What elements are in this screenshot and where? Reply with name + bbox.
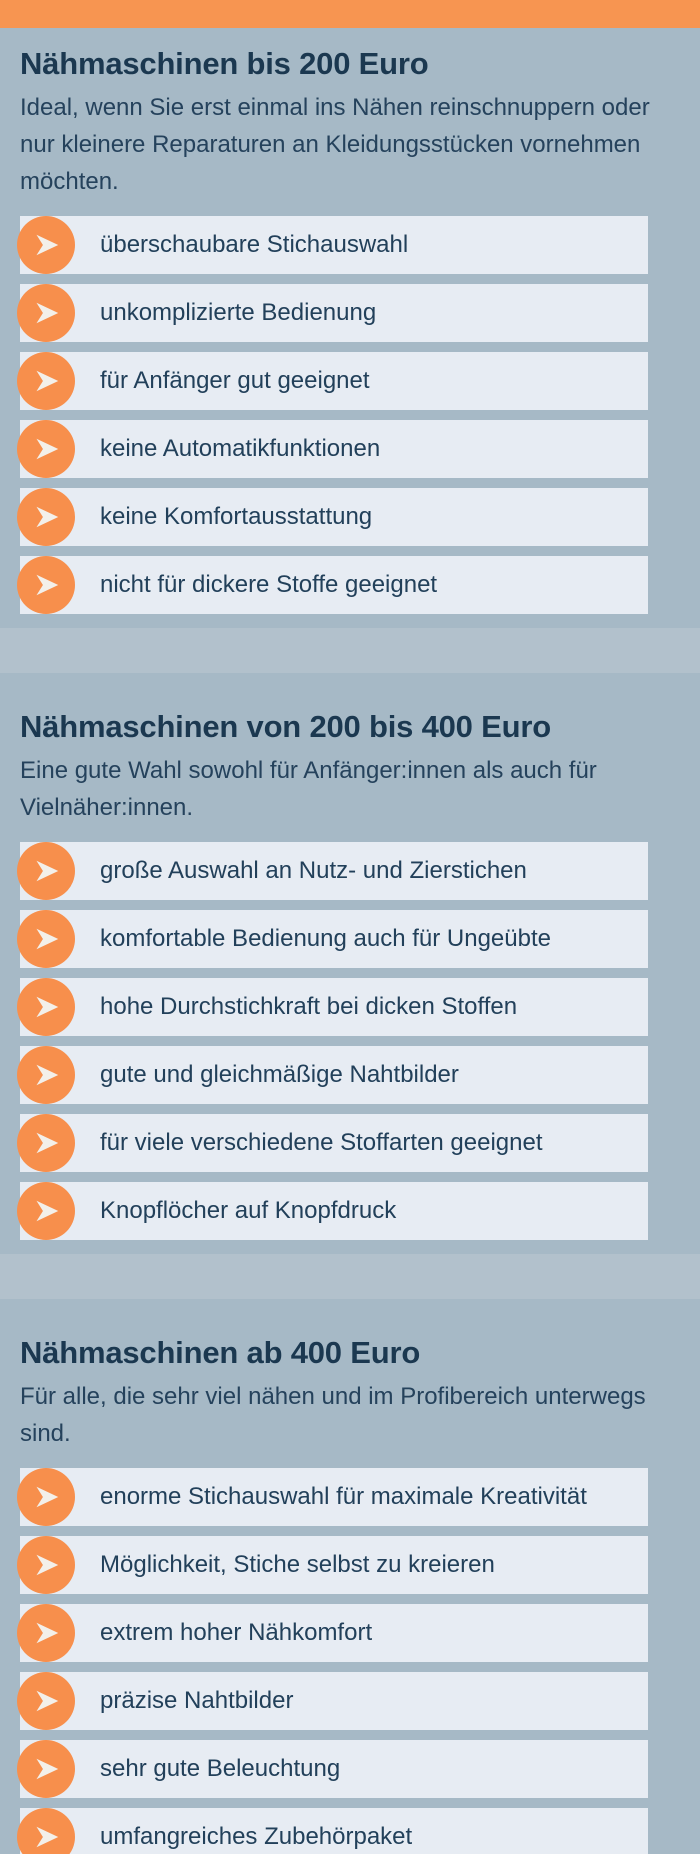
arrow-right-icon [17,1468,75,1526]
feature-list [0,1468,700,1854]
arrow-right-icon [17,556,75,614]
list-item [20,556,648,614]
list-item [20,910,648,968]
list-item [20,1808,648,1854]
list-item-label: komfortable Bedienung auch für Ungeübte [100,925,551,952]
arrow-right-icon [17,1114,75,1172]
section-description: Für alle, die sehr viel nähen und im Profibereich unterwegs sind. [20,1383,646,1447]
list-item [20,420,648,478]
list-item [20,978,648,1036]
section-200-to-400-euro [0,673,700,1254]
list-item-label: Möglichkeit, Stiche selbst zu kreieren [100,1551,495,1578]
feature-list [0,842,700,1240]
list-item-label: keine Automatikfunktionen [100,435,381,462]
section-title: Nähmaschinen von 200 bis 400 Euro [20,709,551,744]
list-item [20,842,648,900]
list-item-label: präzise Nahtbilder [100,1687,294,1714]
list-item [20,1046,648,1104]
arrow-right-icon [17,216,75,274]
list-item [20,488,648,546]
arrow-right-icon [17,1046,75,1104]
list-item [20,1114,648,1172]
list-item [20,352,648,410]
arrow-right-icon [17,842,75,900]
arrow-right-icon [17,284,75,342]
list-item-label: für Anfänger gut geeignet [100,367,370,394]
list-item [20,284,648,342]
arrow-right-icon [17,1536,75,1594]
list-item [20,216,648,274]
arrow-right-icon [17,1740,75,1798]
arrow-right-icon [17,1672,75,1730]
arrow-right-icon [17,420,75,478]
list-item-label: hohe Durchstichkraft bei dicken Stoffen [100,993,518,1020]
section-under-200-euro [0,28,700,628]
list-item-label: für viele verschiedene Stoffarten geeignet [100,1129,543,1156]
section-title: Nähmaschinen ab 400 Euro [20,1335,421,1370]
list-item [20,1182,648,1240]
arrow-right-icon [17,910,75,968]
section-description: Ideal, wenn Sie erst einmal ins Nähen reinschnuppern oder nur kleinere Reparaturen an Kleidungsstücken vornehmen möchten. [20,94,650,195]
list-item-label: sehr gute Beleuchtung [100,1755,341,1782]
arrow-right-icon [17,1604,75,1662]
list-item-label: extrem hoher Nähkomfort [100,1619,373,1646]
list-item-label: nicht für dickere Stoffe geeignet [100,571,438,598]
section-title: Nähmaschinen bis 200 Euro [20,46,429,81]
list-item [20,1536,648,1594]
list-item [20,1468,648,1526]
list-item [20,1672,648,1730]
feature-list [0,216,700,614]
top-accent-bar [0,0,700,28]
list-item [20,1740,648,1798]
section-over-400-euro [0,1299,700,1854]
list-item-label: gute und gleichmäßige Nahtbilder [100,1061,459,1088]
section-description: Eine gute Wahl sowohl für Anfänger:innen als auch für Vielnäher:innen. [20,757,597,821]
list-item-label: große Auswahl an Nutz- und Zierstichen [100,857,527,884]
list-item-label: überschaubare Stichauswahl [100,231,409,258]
list-item-label: enorme Stichauswahl für maximale Kreativität [100,1483,587,1510]
list-item-label: Knopflöcher auf Knopfdruck [100,1197,397,1224]
list-item-label: umfangreiches Zubehörpaket [100,1823,413,1850]
arrow-right-icon [17,1808,75,1854]
list-item-label: unkomplizierte Bedienung [100,299,377,326]
arrow-right-icon [17,488,75,546]
arrow-right-icon [17,1182,75,1240]
arrow-right-icon [17,978,75,1036]
list-item [20,1604,648,1662]
arrow-right-icon [17,352,75,410]
list-item-label: keine Komfortausstattung [100,503,373,530]
